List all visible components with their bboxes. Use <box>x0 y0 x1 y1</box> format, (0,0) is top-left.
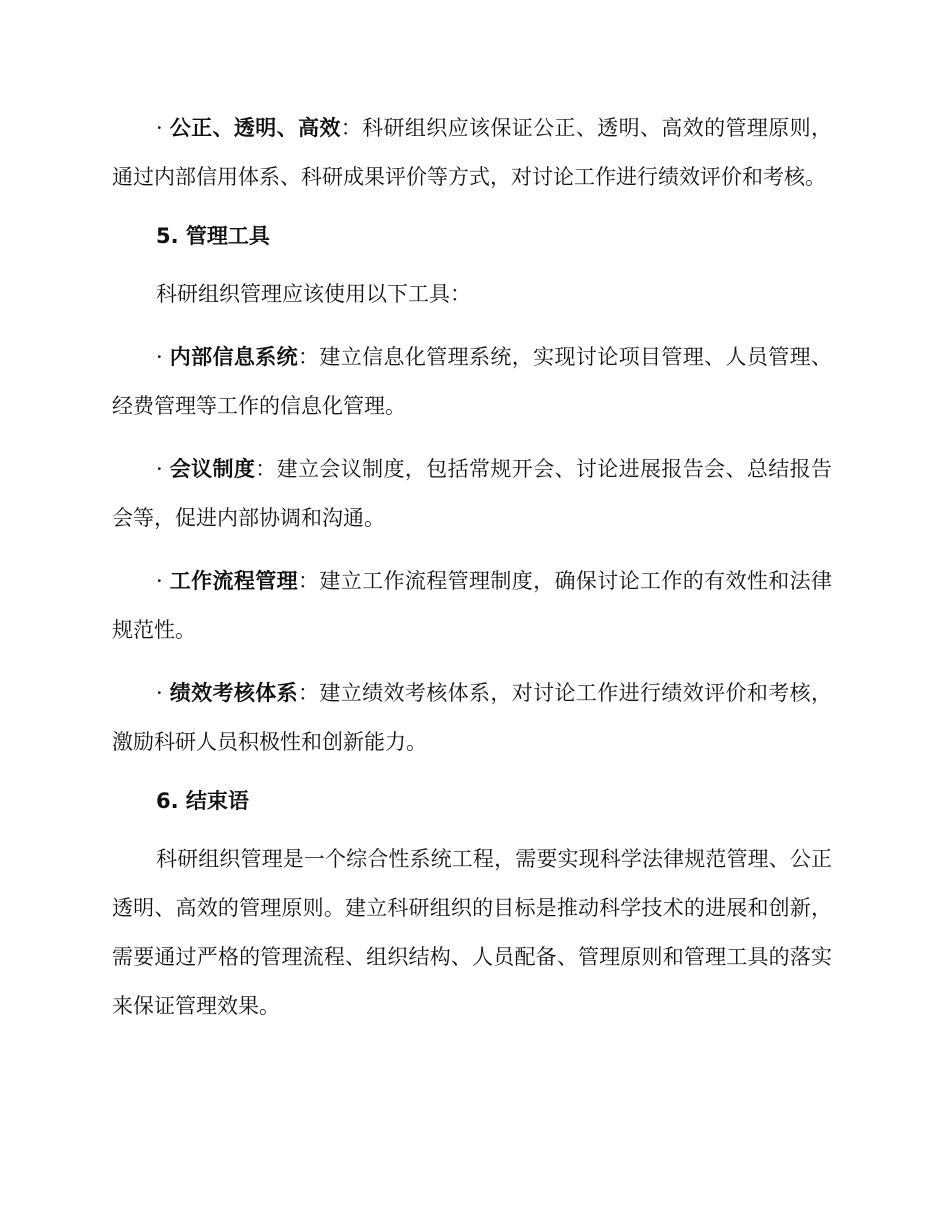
list-item-performance-system <box>112 669 832 767</box>
list-item-workflow-management <box>112 557 832 655</box>
item-term: 绩效考核体系 <box>169 681 298 705</box>
list-item-meeting-system <box>112 445 832 543</box>
item-text: 建立会议制度，包括常规开会、讨论进展报告会、总结报告会等，促进内部协调和沟通。 <box>112 457 833 530</box>
item-colon: ： <box>298 569 320 593</box>
conclusion-paragraph: 科研组织管理是一个综合性系统工程，需要实现科学法律规范管理、公正透明、高效的管理原则。建立科研组织的目标是推动科学技术的进展和创新，需要通过严格的管理流程、组织结构、人员配备、管理原则和管理工具的落实来保证管理效果。 <box>112 847 832 1018</box>
section-intro: 科研组织管理应该使用以下工具： <box>156 282 471 306</box>
item-term: 公正、透明、高效 <box>169 116 341 140</box>
item-colon: ： <box>340 116 363 140</box>
bullet-dot: · <box>156 116 170 140</box>
bullet-dot: · <box>156 345 170 369</box>
item-term: 工作流程管理 <box>169 569 298 593</box>
item-term: 会议制度 <box>169 457 256 481</box>
item-text: 建立工作流程管理制度，确保讨论工作的有效性和法律规范性。 <box>112 569 833 642</box>
item-text: 建立信息化管理系统，实现讨论项目管理、人员管理、经费管理等工作的信息化管理。 <box>112 345 833 418</box>
document-page <box>112 104 832 1045</box>
item-colon: ： <box>298 345 320 369</box>
item-text: 科研组织应该保证公正、透明、高效的管理原则，通过内部信用体系、科研成果评价等方式，对讨论工作进行绩效评价和考核。 <box>112 116 833 189</box>
item-term: 内部信息系统 <box>169 345 298 369</box>
list-item-fair-transparent-efficient <box>112 104 832 202</box>
section-heading-conclusion: 6. 结束语 <box>156 789 249 813</box>
bullet-dot: · <box>156 457 170 481</box>
bullet-dot: · <box>156 681 170 705</box>
item-colon: ： <box>255 457 277 481</box>
list-item-internal-info-system <box>112 333 832 431</box>
section-heading-management-tools: 5. 管理工具 <box>156 224 270 248</box>
bullet-dot: · <box>156 569 170 593</box>
item-text: 建立绩效考核体系，对讨论工作进行绩效评价和考核，激励科研人员积极性和创新能力。 <box>112 681 833 754</box>
item-colon: ： <box>298 681 320 705</box>
